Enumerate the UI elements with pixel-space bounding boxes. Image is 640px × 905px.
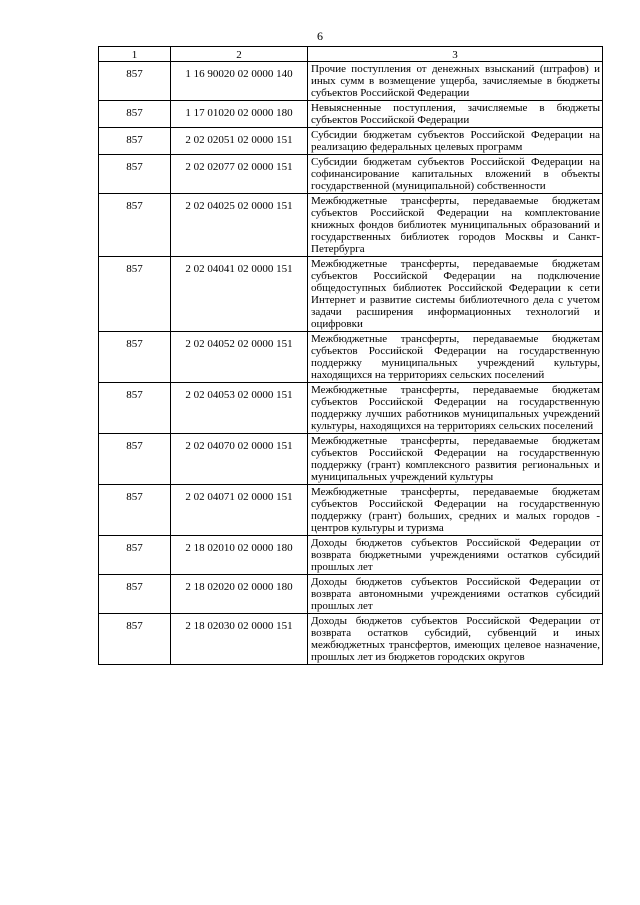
table-row: [99, 62, 603, 101]
budget-code-cell: 2 02 02051 02 0000 151: [171, 128, 308, 155]
page-number: 6: [317, 29, 323, 43]
description-cell: Субсидии бюджетам субъектов Российской Федерации на реализацию федеральных целевых программ: [308, 128, 603, 155]
budget-code-cell: 1 16 90020 02 0000 140: [171, 62, 308, 101]
budget-code-cell: 2 02 04053 02 0000 151: [171, 383, 308, 434]
table-row: [99, 485, 603, 536]
admin-code-cell: 857: [99, 536, 171, 575]
description-cell: Невыясненные поступления, зачисляемые в бюджеты субъектов Российской Федерации: [308, 101, 603, 128]
description-cell: Межбюджетные трансферты, передаваемые бюджетам субъектов Российской Федерации на подключение общедоступных библиотек Российской Федерации к сети Интернет и развитие системы библиотечного дела с учетом задачи расширения информационных технологий и оцифровки: [308, 257, 603, 332]
budget-code-cell: 2 02 02077 02 0000 151: [171, 155, 308, 194]
budget-code-cell: 2 02 04052 02 0000 151: [171, 332, 308, 383]
admin-code-cell: 857: [99, 485, 171, 536]
admin-code-cell: 857: [99, 383, 171, 434]
budget-code-cell: 2 02 04025 02 0000 151: [171, 194, 308, 257]
table-row: [99, 155, 603, 194]
description-cell: Межбюджетные трансферты, передаваемые бюджетам субъектов Российской Федерации на государственную поддержку (грант) комплексного развития региональных и муниципальных учреждений культуры: [308, 434, 603, 485]
description-cell: Межбюджетные трансферты, передаваемые бюджетам субъектов Российской Федерации на государственную поддержку лучших работников муниципальных учреждений культуры, находящихся на территориях сельских поселений: [308, 383, 603, 434]
revenue-codes-table: [98, 46, 603, 665]
admin-code-cell: 857: [99, 614, 171, 665]
admin-code-cell: 857: [99, 101, 171, 128]
admin-code-cell: 857: [99, 128, 171, 155]
description-cell: Доходы бюджетов субъектов Российской Федерации от возврата бюджетными учреждениями остатков субсидий прошлых лет: [308, 536, 603, 575]
description-cell: Прочие поступления от денежных взысканий (штрафов) и иных сумм в возмещение ущерба, зачисляемые в бюджеты субъектов Российской Федерации: [308, 62, 603, 101]
description-cell: Субсидии бюджетам субъектов Российской Федерации на софинансирование капитальных вложений в объекты государственной (муниципальной) собственности: [308, 155, 603, 194]
budget-code-cell: 2 18 02030 02 0000 151: [171, 614, 308, 665]
description-cell: Доходы бюджетов субъектов Российской Федерации от возврата автономными учреждениями остатков субсидий прошлых лет: [308, 575, 603, 614]
budget-code-cell: 2 02 04041 02 0000 151: [171, 257, 308, 332]
table-row: [99, 101, 603, 128]
budget-code-cell: 2 18 02010 02 0000 180: [171, 536, 308, 575]
table-row: [99, 536, 603, 575]
admin-code-cell: 857: [99, 257, 171, 332]
table-row: [99, 614, 603, 665]
column-header-2: 2: [171, 47, 308, 62]
column-header-3: 3: [308, 47, 603, 62]
table-row: [99, 434, 603, 485]
admin-code-cell: 857: [99, 434, 171, 485]
table-row: [99, 257, 603, 332]
admin-code-cell: 857: [99, 332, 171, 383]
column-header-1: 1: [99, 47, 171, 62]
admin-code-cell: 857: [99, 575, 171, 614]
admin-code-cell: 857: [99, 194, 171, 257]
table-row: [99, 332, 603, 383]
table-row: [99, 194, 603, 257]
admin-code-cell: 857: [99, 155, 171, 194]
table-row: [99, 128, 603, 155]
table-row: [99, 383, 603, 434]
description-cell: Межбюджетные трансферты, передаваемые бюджетам субъектов Российской Федерации на государственную поддержку (грант) больших, средних и малых городов - центров культуры и туризма: [308, 485, 603, 536]
budget-code-cell: 2 02 04070 02 0000 151: [171, 434, 308, 485]
admin-code-cell: 857: [99, 62, 171, 101]
budget-code-cell: 1 17 01020 02 0000 180: [171, 101, 308, 128]
budget-code-cell: 2 02 04071 02 0000 151: [171, 485, 308, 536]
description-cell: Межбюджетные трансферты, передаваемые бюджетам субъектов Российской Федерации на государственную поддержку муниципальных учреждений культуры, находящихся на территориях сельских поселений: [308, 332, 603, 383]
description-cell: Межбюджетные трансферты, передаваемые бюджетам субъектов Российской Федерации на комплектование книжных фондов библиотек муниципальных образований и государственных библиотек городов Москвы и Санкт-Петербурга: [308, 194, 603, 257]
budget-code-cell: 2 18 02020 02 0000 180: [171, 575, 308, 614]
description-cell: Доходы бюджетов субъектов Российской Федерации от возврата остатков субсидий, субвенций и иных межбюджетных трансфертов, имеющих целевое назначение, прошлых лет из бюджетов городских округов: [308, 614, 603, 665]
table-header-row: [99, 47, 603, 62]
table-row: [99, 575, 603, 614]
